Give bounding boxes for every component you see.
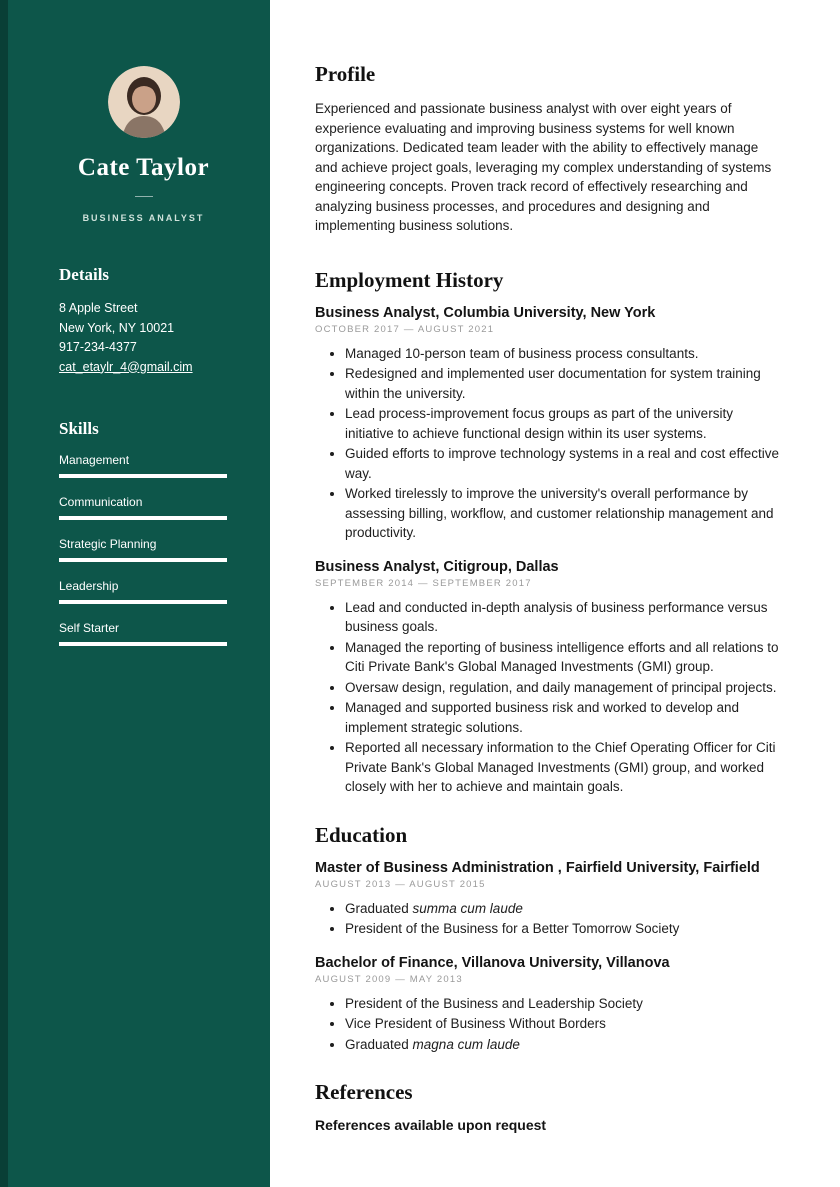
bullet-item: • Managed the reporting of business intelligence efforts and all relations to Citi Private Bank's Global Managed Investments (GMI) group. xyxy=(345,638,780,677)
bullet-item: • Vice President of Business Without Borders xyxy=(345,1014,780,1034)
employment-heading: Employment History xyxy=(315,267,504,292)
person-job-title: BUSINESS ANALYST xyxy=(82,213,205,223)
skill-bar-fill xyxy=(59,474,227,478)
education-entry-fairfield xyxy=(315,860,780,939)
job-bullet-list xyxy=(315,598,780,797)
bullet-item: • President of the Business and Leadership Society xyxy=(345,994,780,1014)
skill-label: Strategic Planning xyxy=(59,537,157,551)
skill-item-communication xyxy=(59,495,228,520)
skill-bar xyxy=(59,474,227,478)
bullet-item: • Lead and conducted in-depth analysis of business performance versus business goals. xyxy=(345,598,780,637)
bullet-text: Graduated xyxy=(345,900,413,916)
skill-item-strategic-planning xyxy=(59,537,228,562)
bullet-text: Graduated xyxy=(345,1036,413,1052)
skill-label: Self Starter xyxy=(59,621,120,635)
education-bullet-list xyxy=(315,899,780,939)
phone-number: 917-234-4377 xyxy=(59,340,137,354)
skill-item-self-starter xyxy=(59,621,228,646)
bullet-item: • Worked tirelessly to improve the university's overall performance by assessing billing, workflow, and customer relationship management and productivity. xyxy=(345,484,780,543)
skill-bar xyxy=(59,600,227,604)
sidebar xyxy=(0,0,270,1187)
education-bullet-list xyxy=(315,994,780,1055)
skill-label: Leadership xyxy=(59,579,119,593)
details-heading: Details xyxy=(59,265,110,284)
section-references xyxy=(315,1080,780,1133)
section-education xyxy=(315,823,780,1055)
skill-bar-fill xyxy=(59,600,227,604)
education-dates: AUGUST 2013 — AUGUST 2015 xyxy=(315,878,486,890)
job-dates: SEPTEMBER 2014 — SEPTEMBER 2017 xyxy=(315,577,532,589)
skill-item-leadership xyxy=(59,579,228,604)
address-line-2: New York, NY 10021 xyxy=(59,320,175,335)
job-dates: OCTOBER 2017 — AUGUST 2021 xyxy=(315,323,495,335)
skill-label: Management xyxy=(59,453,130,467)
section-employment-history xyxy=(315,268,780,797)
education-title: Bachelor of Finance, Villanova University, Villanova xyxy=(315,954,670,971)
name-divider xyxy=(135,196,153,197)
section-profile xyxy=(315,62,780,236)
job-bullet-list xyxy=(315,344,780,543)
job-title: Business Analyst, Citigroup, Dallas xyxy=(315,558,559,575)
skill-bar-fill xyxy=(59,642,227,646)
bullet-item: • Guided efforts to improve technology systems in a real and cost effective way. xyxy=(345,444,780,483)
skill-bar xyxy=(59,642,227,646)
bullet-item: • President of the Business for a Better Tomorrow Society xyxy=(345,919,780,939)
bullet-item xyxy=(345,899,780,919)
skills-heading: Skills xyxy=(59,419,99,438)
bullet-item: • Lead process-improvement focus groups as part of the university initiative to achieve functional design within its user systems. xyxy=(345,404,780,443)
skill-bar-fill xyxy=(59,516,227,520)
avatar xyxy=(108,66,180,138)
sidebar-edge-strip xyxy=(0,0,8,1187)
skill-label: Communication xyxy=(59,495,143,509)
profile-text: Experienced and passionate business analyst with over eight years of experience evaluating and improving business systems for well known organizations. Dedicated team leader with the ability to effectively manage and achieve project goals, leveraging my complex understanding of systems engineering concepts. Proven track record of effectively researching and analyzing business processes, and procedures and designing and implementing business solutions. xyxy=(315,101,772,233)
job-entry-columbia xyxy=(315,305,780,543)
address-line-1: 8 Apple Street xyxy=(59,301,138,315)
references-heading: References xyxy=(315,1080,413,1104)
bullet-item: • Redesigned and implemented user documentation for system training within the university. xyxy=(345,364,780,403)
education-dates: AUGUST 2009 — MAY 2013 xyxy=(315,973,463,985)
bullet-item: • Managed and supported business risk and worked to develop and implement strategic solutions. xyxy=(345,698,780,737)
job-title: Business Analyst, Columbia University, New York xyxy=(315,304,656,321)
education-heading: Education xyxy=(315,822,408,847)
bullet-item: • Reported all necessary information to the Chief Operating Officer for Citi Private Bank's Global Managed Investments (GMI) group, and worked closely with her to achieve and maintain goals. xyxy=(345,738,780,797)
education-title: Master of Business Administration , Fairfield University, Fairfield xyxy=(315,859,760,876)
email-link[interactable]: cat_etaylr_4@gmail.cim xyxy=(59,359,193,374)
skill-bar xyxy=(59,558,227,562)
bullet-item: • Oversaw design, regulation, and daily management of principal projects. xyxy=(345,678,780,698)
skill-bar-fill xyxy=(59,558,227,562)
bullet-emphasis: magna cum laude xyxy=(412,1036,520,1052)
person-name: Cate Taylor xyxy=(77,154,210,181)
avatar-photo-icon xyxy=(108,66,180,138)
job-entry-citigroup xyxy=(315,559,780,797)
resume-content xyxy=(270,0,840,1187)
education-entry-villanova xyxy=(315,955,780,1055)
bullet-emphasis: summa cum laude xyxy=(412,900,523,916)
skill-item-management xyxy=(59,453,228,478)
bullet-item xyxy=(345,1035,780,1055)
references-text: References available upon request xyxy=(315,1117,547,1133)
skill-bar xyxy=(59,516,227,520)
bullet-item: • Managed 10-person team of business process consultants. xyxy=(345,344,780,364)
profile-heading: Profile xyxy=(315,62,376,86)
